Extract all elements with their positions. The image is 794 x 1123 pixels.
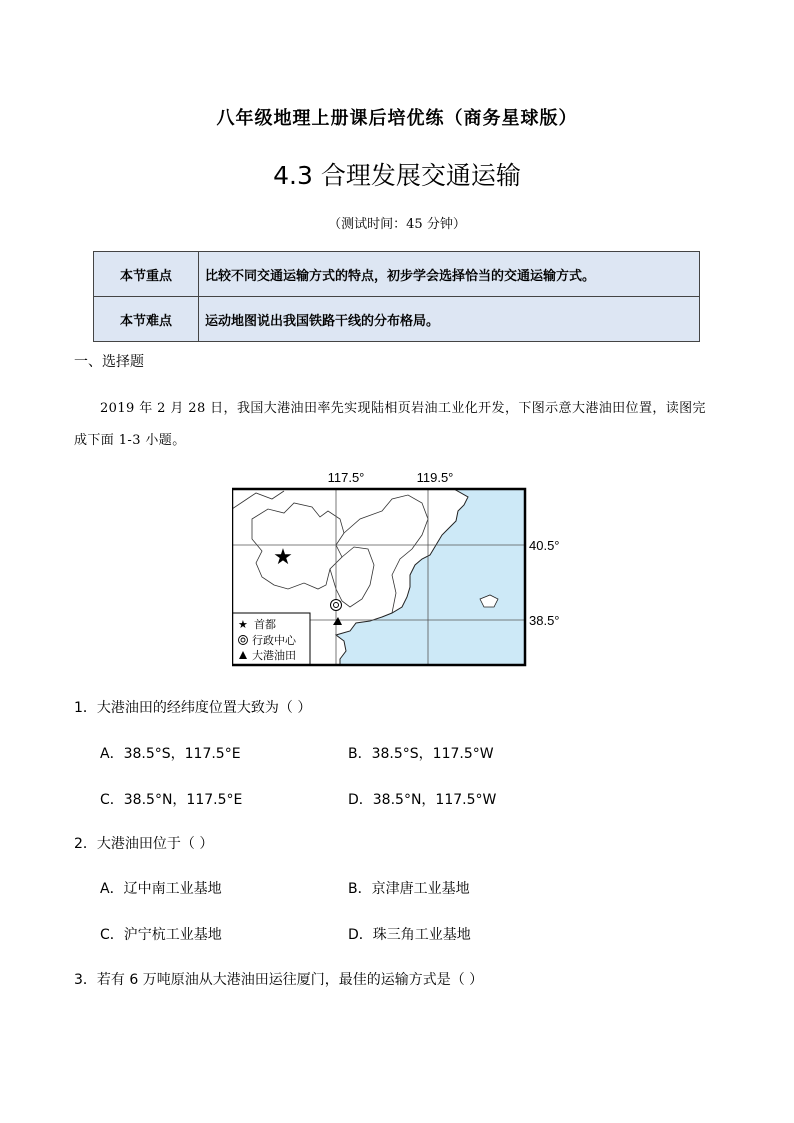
admin-center-icon [331,600,342,611]
legend-star-icon: ★ [238,618,248,631]
answer-option[interactable]: A．38.5°S，117.5°E [100,746,241,762]
keypoint-content: 比较不同交通运输方式的特点，初步学会选择恰当的交通运输方式。 [199,252,700,297]
legend-admin-icon [239,636,248,645]
legend-label: 首都 [254,619,276,631]
answer-option[interactable]: D．38.5°N，117.5°W [348,792,497,808]
question-stem: 1．大港油田的经纬度位置大致为（ ） [74,700,312,716]
test-time: （测试时间：45 分钟） [328,217,466,232]
answer-option[interactable]: C．沪宁杭工业基地 [100,927,222,943]
answer-option[interactable]: A．辽中南工业基地 [100,881,222,897]
answer-option[interactable]: D．珠三角工业基地 [348,927,471,943]
capital-star-icon: ★ [273,545,293,570]
oilfield-icon [333,617,342,625]
province-border [330,547,374,607]
sea-area [336,489,525,665]
legend-label: 大港油田 [252,650,296,662]
province-border [232,491,284,509]
intro-paragraph: 2019 年 2 月 28 日，我国大港油田率先实现陆相页岩油工业化开发，下图示意大港油田位置，读图完成下面 1-3 小题。 [74,401,706,448]
answer-option[interactable]: C．38.5°N，117.5°E [100,792,243,808]
question-stem: 3．若有 6 万吨原油从大港油田运往厦门，最佳的运输方式是（ ） [74,972,484,988]
lat-label: 40.5° [529,538,560,553]
document-header: 八年级地理上册课后培优练（商务星球版） [216,108,578,129]
question-stem: 2．大港油田位于（ ） [74,836,214,852]
legend-label: 行政中心 [252,635,296,647]
lon-label: 119.5° [416,470,454,485]
lat-label: 38.5° [529,613,560,628]
section-title: 一、选择题 [74,354,144,370]
keypoint-label: 本节重点 [94,252,199,297]
answer-option[interactable]: B．京津唐工业基地 [348,881,470,897]
lon-label: 117.5° [327,470,365,485]
answer-option[interactable]: B．38.5°S，117.5°W [348,746,494,762]
province-border [252,503,344,589]
lesson-title: 4.3 合理发展交通运输 [273,161,521,190]
keypoint-label: 本节难点 [94,297,199,342]
dagang-location-map [232,468,572,672]
keypoint-content: 运动地图说出我国铁路干线的分布格局。 [199,297,700,342]
keypoint-row [94,252,700,297]
keypoints-table [93,251,700,342]
keypoint-row [94,297,700,342]
